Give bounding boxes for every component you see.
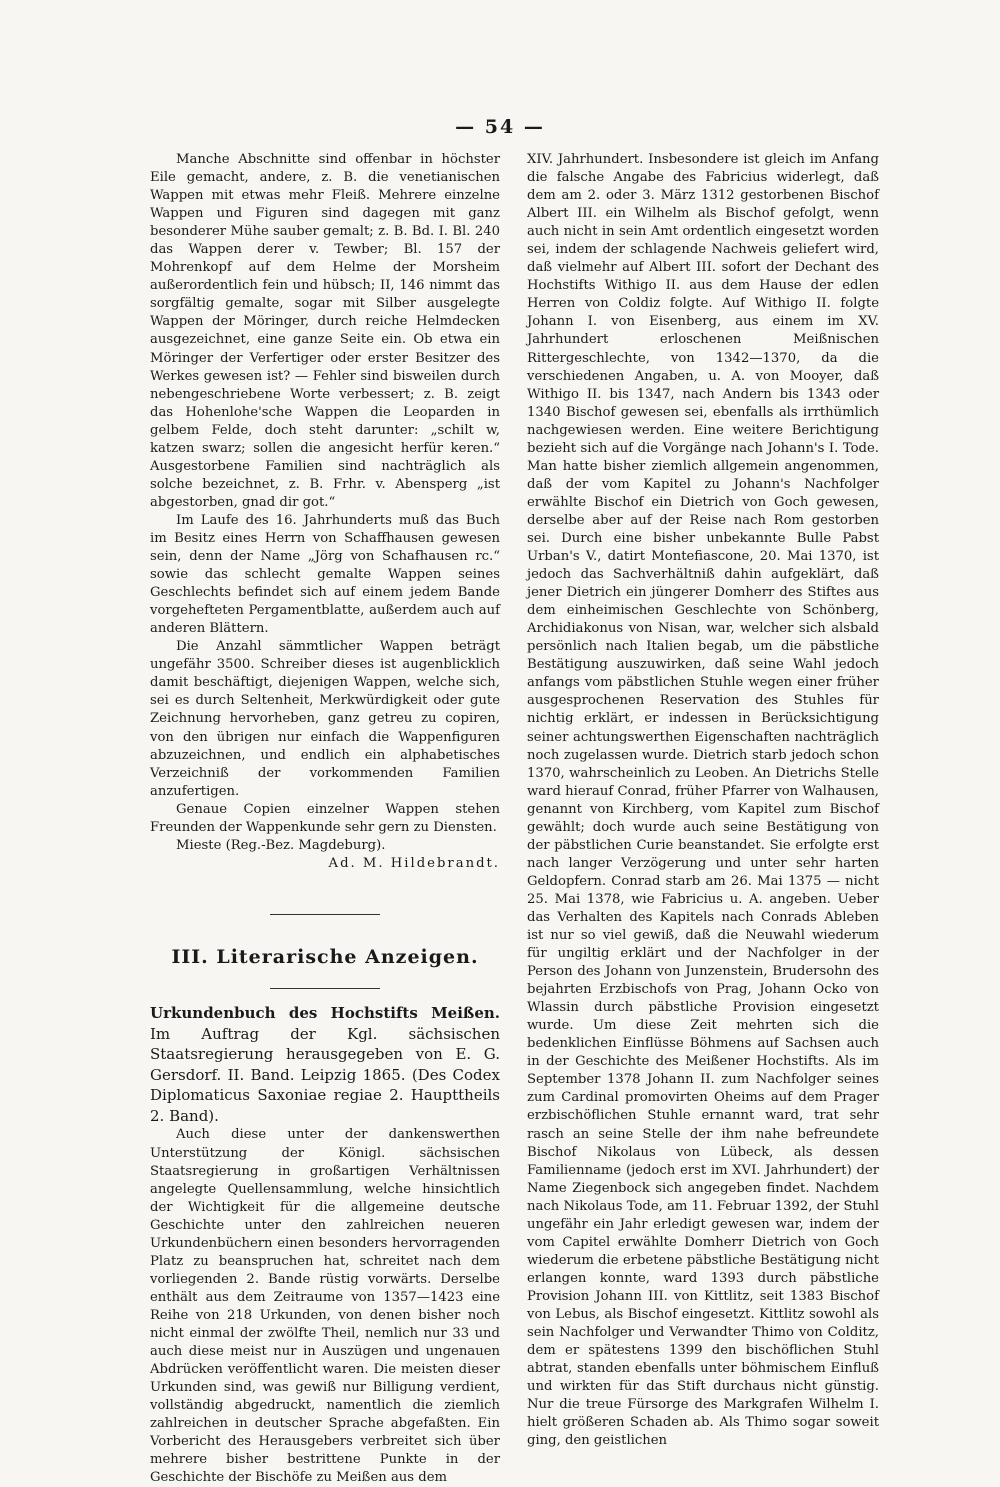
review-citation: Im Auftrag der Kgl. sächsischen Staatsregierung herausgegeben von E. G. Gersdorf. II. Band. Leipzig 1865. (Des Codex Diplomaticus Saxoniae regiae 2. Haupttheils 2. Band). xyxy=(150,1024,500,1125)
section-divider xyxy=(270,914,380,915)
left-column xyxy=(150,151,500,1487)
paragraph: Genaue Copien einzelner Wappen stehen Freunden der Wappenkunde sehr gern zu Diensten. xyxy=(150,801,500,835)
paragraph: Manche Abschnitte sind offenbar in höchster Eile gemacht, andere, z. B. die venetianischen Wappen mit etwas mehr Fleiß. Mehrere einzelne Wappen und Figuren sind dagegen mit ganz besonderer Mühe sauber gemalt; z. B. Bd. I. Bl. 240 das Wappen derer v. Tewber; Bl. 157 der Mohrenkopf auf dem Helme der Morsheim außerordentlich fein und hübsch; II, 146 nimmt das sorgfältig gemalte, sogar mit Silber ausgelegte Wappen der Möringer, durch reiche Helmdecken ausgezeichnet, eine ganze Seite ein. Ob etwa ein Möringer der Verfertiger oder erster Besitzer des Werkes gewesen ist? — Fehler sind bisweilen durch nebengeschriebene Worte verbessert; z. B. zeigt das Hohenlohe'sche Wappen die Leoparden in gelbem Felde, doch steht darunter: „schilt w, katzen swarz; sollen die angesicht herfür keren.“ Ausgestorbene Familien sind nachträglich als solche bezeichnet, z. B. Frhr. v. Abensperg „ist abgestorben, gnad dir got.“ xyxy=(150,152,500,510)
review-citation-block xyxy=(150,1003,500,1127)
paragraph: Im Laufe des 16. Jahrhunderts muß das Buch im Besitz eines Herrn von Schaffhausen gewesen sein, denn der Name „Jörg von Schafhausen rc.“ sowie das schlecht gemalte Wappen seines Geschlechts befindet sich auf einem jedem Bande vorgehefteten Pergamentblatte, außerdem auch auf anderen Blättern. xyxy=(150,512,500,637)
paragraph: Die Anzahl sämmtlicher Wappen beträgt ungefähr 3500. Schreiber dieses ist augenblicklich damit beschäftigt, diejenigen Wappen, welche sich, sei es durch Seltenheit, Merkwürdigkeit oder gute Zeichnung hervorheben, ganz getreu zu copiren, von den übrigen nur einfach die Wappenfiguren abzuzeichnen, und endlich ein alphabetisches Verzeichniß der vorkommenden Familien anzufertigen. xyxy=(150,639,500,799)
paragraph: XIV. Jahrhundert. Insbesondere ist gleich im Anfang die falsche Angabe des Fabricius widerlegt, daß dem am 2. oder 3. März 1312 gestorbenen Bischof Albert III. ein Wilhelm als Bischof gefolgt, wenn auch nicht in sein Amt ordentlich eingesetzt worden sei, indem der schlagende Nachweis geliefert wird, daß vielmehr auf Albert III. sofort der Dechant des Hochstifts Withigo II. aus dem Hause der edlen Herren von Coldiz folgte. Auf Withigo II. folgte Johann I. von Eisenberg, aus einem im XV. Jahrhundert erloschenen Meißnischen Rittergeschlechte, von 1342—1370, da die verschiedenen Angaben, u. A. von Mooyer, daß Withigo II. bis 1347, nach Andern bis 1343 oder 1340 Bischof gewesen sei, ebenfalls als irrthümlich nachgewiesen werden. Eine weitere Berichtigung bezieht sich auf die Vorgänge nach Johann's I. Tode. Man hatte bisher ziemlich allgemein angenommen, daß der vom Kapitel zu Johann's Nachfolger erwählte Bischof ein Dietrich von Goch gewesen, derselbe aber auf der Reise nach Rom gestorben sei. Durch eine bisher unbekannte Bulle Pabst Urban's V., datirt Montefiascone, 20. Mai 1370, ist jedoch das Sachverhältniß dahin aufgeklärt, daß jener Dietrich ein jüngerer Domherr des Stiftes aus dem einheimischen Geschlechte von Schönberg, Archidiakonus von Nisan, war, welcher sich alsbald persönlich nach Italien begab, um die päbstliche Bestätigung auszuwirken, daß seine Wahl jedoch anfangs vom päbstlichen Stuhle wegen einer früher ausgesprochenen Reservation des Stuhles für nichtig erklärt, er indessen in Berücksichtigung seiner achtungswerthen Eigenschaften nachträglich noch zugelassen wurde. Dietrich starb jedoch schon 1370, wahrscheinlich zu Leoben. An Dietrichs Stelle ward hierauf Conrad, früher Pfarrer von Walhausen, genannt von Kirchberg, vom Kapitel zum Bischof gewählt; doch wurde auch seine Bestätigung von der päbstlichen Curie beanstandet. Sie erfolgte erst nach langer Verzögerung und unter sehr harten Geldopfern. Conrad starb am 26. Mai 1375 — nicht 25. Mai 1378, wie Fabricius u. A. angeben. Ueber das Verhalten des Kapitels nach Conrads Ableben ist nur so viel gewiß, daß die Neuwahl wiederum für ungiltig erklärt und der Nachfolger in der Person des Johann von Junzenstein, Brudersohn des bejahrten Erzbischofs von Prag, Johann Ocko von Wlassin durch päbstliche Provision eingesetzt wurde. Um diese Zeit mehrten sich die bedenklichen Einflüsse Böhmens auf Sachsen auch in der Geschichte des Meißener Hochstifts. Als im September 1378 Johann II. zum Nachfolger seines zum Cardinal promovirten Oheims auf dem Prager erzbischöflichen Stuhle ernannt ward, trat sehr rasch an seine Stelle der ihm nahe befreundete Bischof Nikolaus von Lübeck, als dessen Familienname (jedoch erst im XVI. Jahrhundert) der Name Ziegenbock sich angegeben findet. Nachdem nach Nikolaus Tode, am 11. Februar 1392, der Stuhl ungefähr ein Jahr erledigt gewesen war, indem der vom Capitel erwählte Domherr Dietrich von Goch wiederum die erbetene päbstliche Bestätigung nicht erlangen konnte, ward 1393 durch päbstliche Provision Johann III. von Kittlitz, seit 1383 Bischof von Lebus, als Bischof eingesetzt. Kittlitz sowohl als sein Nachfolger und Verwandter Thimo von Colditz, dem er spätestens 1399 den bischöflichen Stuhl abtrat, standen ebenfalls unter böhmischem Einfluß und wirkten für das Stift durchaus nicht günstig. Nur die treue Fürsorge des Markgrafen Wilhelm I. hielt größeren Schaden ab. Als Thimo sogar soweit ging, den geistlichen xyxy=(527,152,879,1449)
section-heading: III. Literarische Anzeigen. xyxy=(171,945,479,968)
right-column xyxy=(527,151,879,1450)
signature-name: Ad. M. Hildebrandt. xyxy=(328,855,500,871)
signature-place: Mieste (Reg.-Bez. Magdeburg). xyxy=(176,837,386,853)
review-title: Urkundenbuch des Hochstifts Meißen. xyxy=(150,1003,500,1022)
heading-divider xyxy=(270,988,380,989)
review-paragraph: Auch diese unter der dankenswerthen Unterstützung der Königl. sächsischen Staatsregierung in großartigen Verhältnissen angelegte Quellensammlung, welche hinsichtlich der Wichtigkeit für die allgemeine deutsche Geschichte unter den zahlreichen neueren Urkundenbüchern einen besonders hervorragenden Platz zu beanspruchen hat, schreitet nach dem vorliegenden 2. Bande rüstig vorwärts. Derselbe enthält aus dem Zeitraume von 1357—1423 eine Reihe von 218 Urkunden, von denen bisher noch nicht einmal der zwölfte Theil, nemlich nur 33 und auch diese meist nur in Auszügen und ungenauen Abdrücken veröffentlicht waren. Die meisten dieser Urkunden sind, was gewiß nur Billigung verdient, vollständig abgedruckt, namentlich die ziemlich zahlreichen in deutscher Sprache abgefaßten. Ein Vorbericht des Herausgebers verbreitet sich über mehrere bisher bestrittene Punkte in der Geschichte der Bischöfe zu Meißen aus dem xyxy=(150,1127,500,1486)
page-number: — 54 — xyxy=(455,116,545,138)
